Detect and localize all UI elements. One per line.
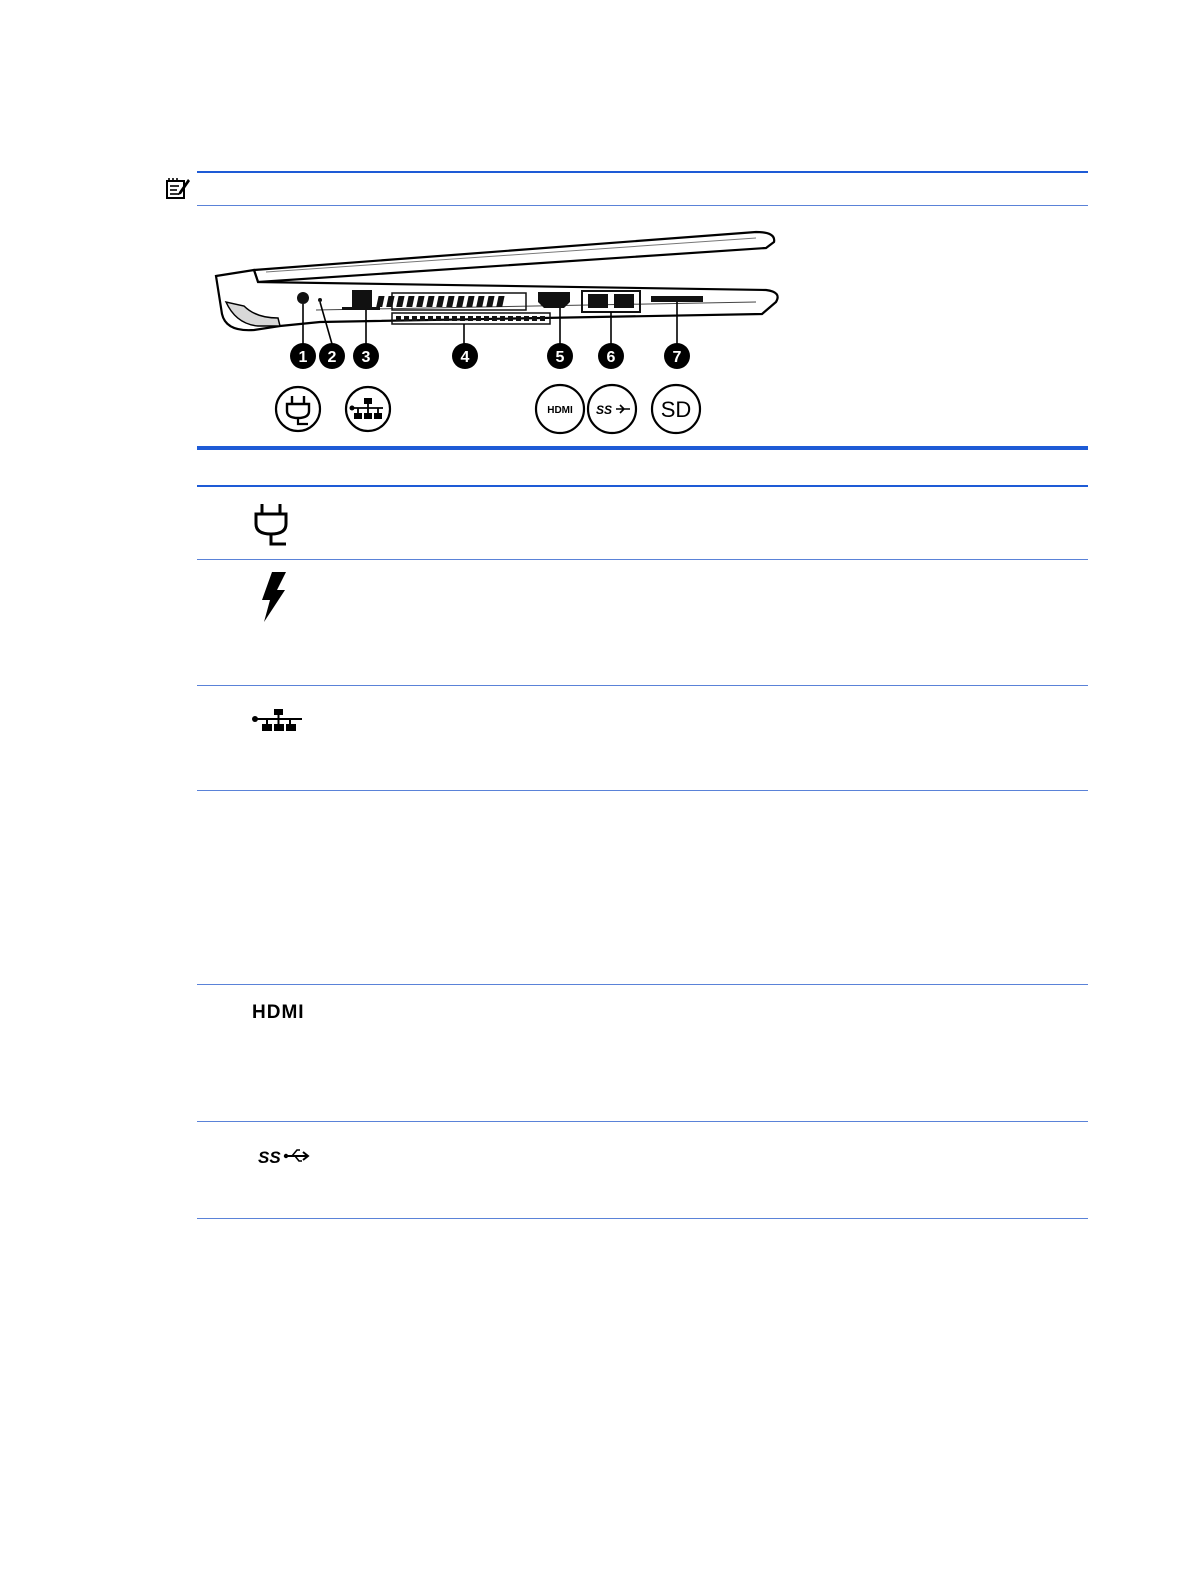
vent-slat xyxy=(468,316,473,321)
vent-slat xyxy=(532,316,537,321)
table-bottom-rule xyxy=(197,1218,1088,1219)
vent-slat xyxy=(524,316,529,321)
sd-circle-icon xyxy=(652,385,700,433)
svg-text:7: 7 xyxy=(672,349,682,366)
callout-3 xyxy=(353,343,379,369)
vent-slat xyxy=(396,316,401,321)
power-connector xyxy=(297,292,309,304)
svg-text:SS: SS xyxy=(258,1148,281,1167)
table-top-rule xyxy=(197,446,1088,450)
table-row-divider xyxy=(197,984,1088,985)
vent-slat xyxy=(460,316,465,321)
lightning-bolt-icon xyxy=(250,570,300,624)
table-row-divider xyxy=(197,790,1088,791)
callout-1 xyxy=(290,343,316,369)
callout-5 xyxy=(547,343,573,369)
svg-text:SS: SS xyxy=(595,403,613,417)
callout-2 xyxy=(319,343,345,369)
svg-text:4: 4 xyxy=(460,349,470,366)
vent-slat xyxy=(500,316,505,321)
usb-superspeed-icon xyxy=(250,1142,320,1168)
note-bottom-rule xyxy=(197,205,1088,206)
table-row-divider xyxy=(197,559,1088,560)
power-plug-circle-icon xyxy=(276,387,320,431)
table-row-divider xyxy=(197,1121,1088,1122)
memory-card-reader xyxy=(651,296,703,302)
callout-4 xyxy=(452,343,478,369)
note-top-rule xyxy=(197,171,1088,173)
callout-6 xyxy=(598,343,624,369)
vent-slat xyxy=(508,316,513,321)
vent-slat xyxy=(436,316,441,321)
svg-text:3: 3 xyxy=(361,349,371,366)
svg-text:2: 2 xyxy=(327,349,337,366)
vent-slat xyxy=(476,316,481,321)
ac-adapter-light xyxy=(318,298,322,302)
table-row-divider xyxy=(197,685,1088,686)
svg-text:1: 1 xyxy=(298,349,308,366)
svg-text:5: 5 xyxy=(555,349,565,366)
svg-text:SD: SD xyxy=(660,397,692,422)
hdmi-circle-icon xyxy=(536,385,584,433)
svg-text:HDMI: HDMI xyxy=(547,405,573,416)
vent-slat xyxy=(452,316,457,321)
vent-slat xyxy=(492,316,497,321)
vent-slat xyxy=(444,316,449,321)
usb-superspeed-circle-icon xyxy=(588,385,636,433)
vent-slat xyxy=(428,316,433,321)
svg-text:6: 6 xyxy=(606,349,616,366)
table-header-rule xyxy=(197,485,1088,487)
hdmi-icon xyxy=(250,1000,330,1022)
vent-slat xyxy=(404,316,409,321)
vent-slat xyxy=(540,316,545,321)
laptop-left-side-figure xyxy=(196,214,796,442)
network-circle-icon xyxy=(346,387,390,431)
hdmi-port xyxy=(538,292,570,308)
network-jack-icon xyxy=(250,708,310,734)
svg-text:HDMI: HDMI xyxy=(252,1002,305,1022)
note-pencil-icon xyxy=(165,176,191,200)
vent-slat xyxy=(412,316,417,321)
power-plug-icon xyxy=(250,500,300,550)
vent-slat xyxy=(516,316,521,321)
vent-slat xyxy=(420,316,425,321)
laptop-lid xyxy=(254,232,774,282)
vent-slat xyxy=(484,316,489,321)
callout-7 xyxy=(664,343,690,369)
